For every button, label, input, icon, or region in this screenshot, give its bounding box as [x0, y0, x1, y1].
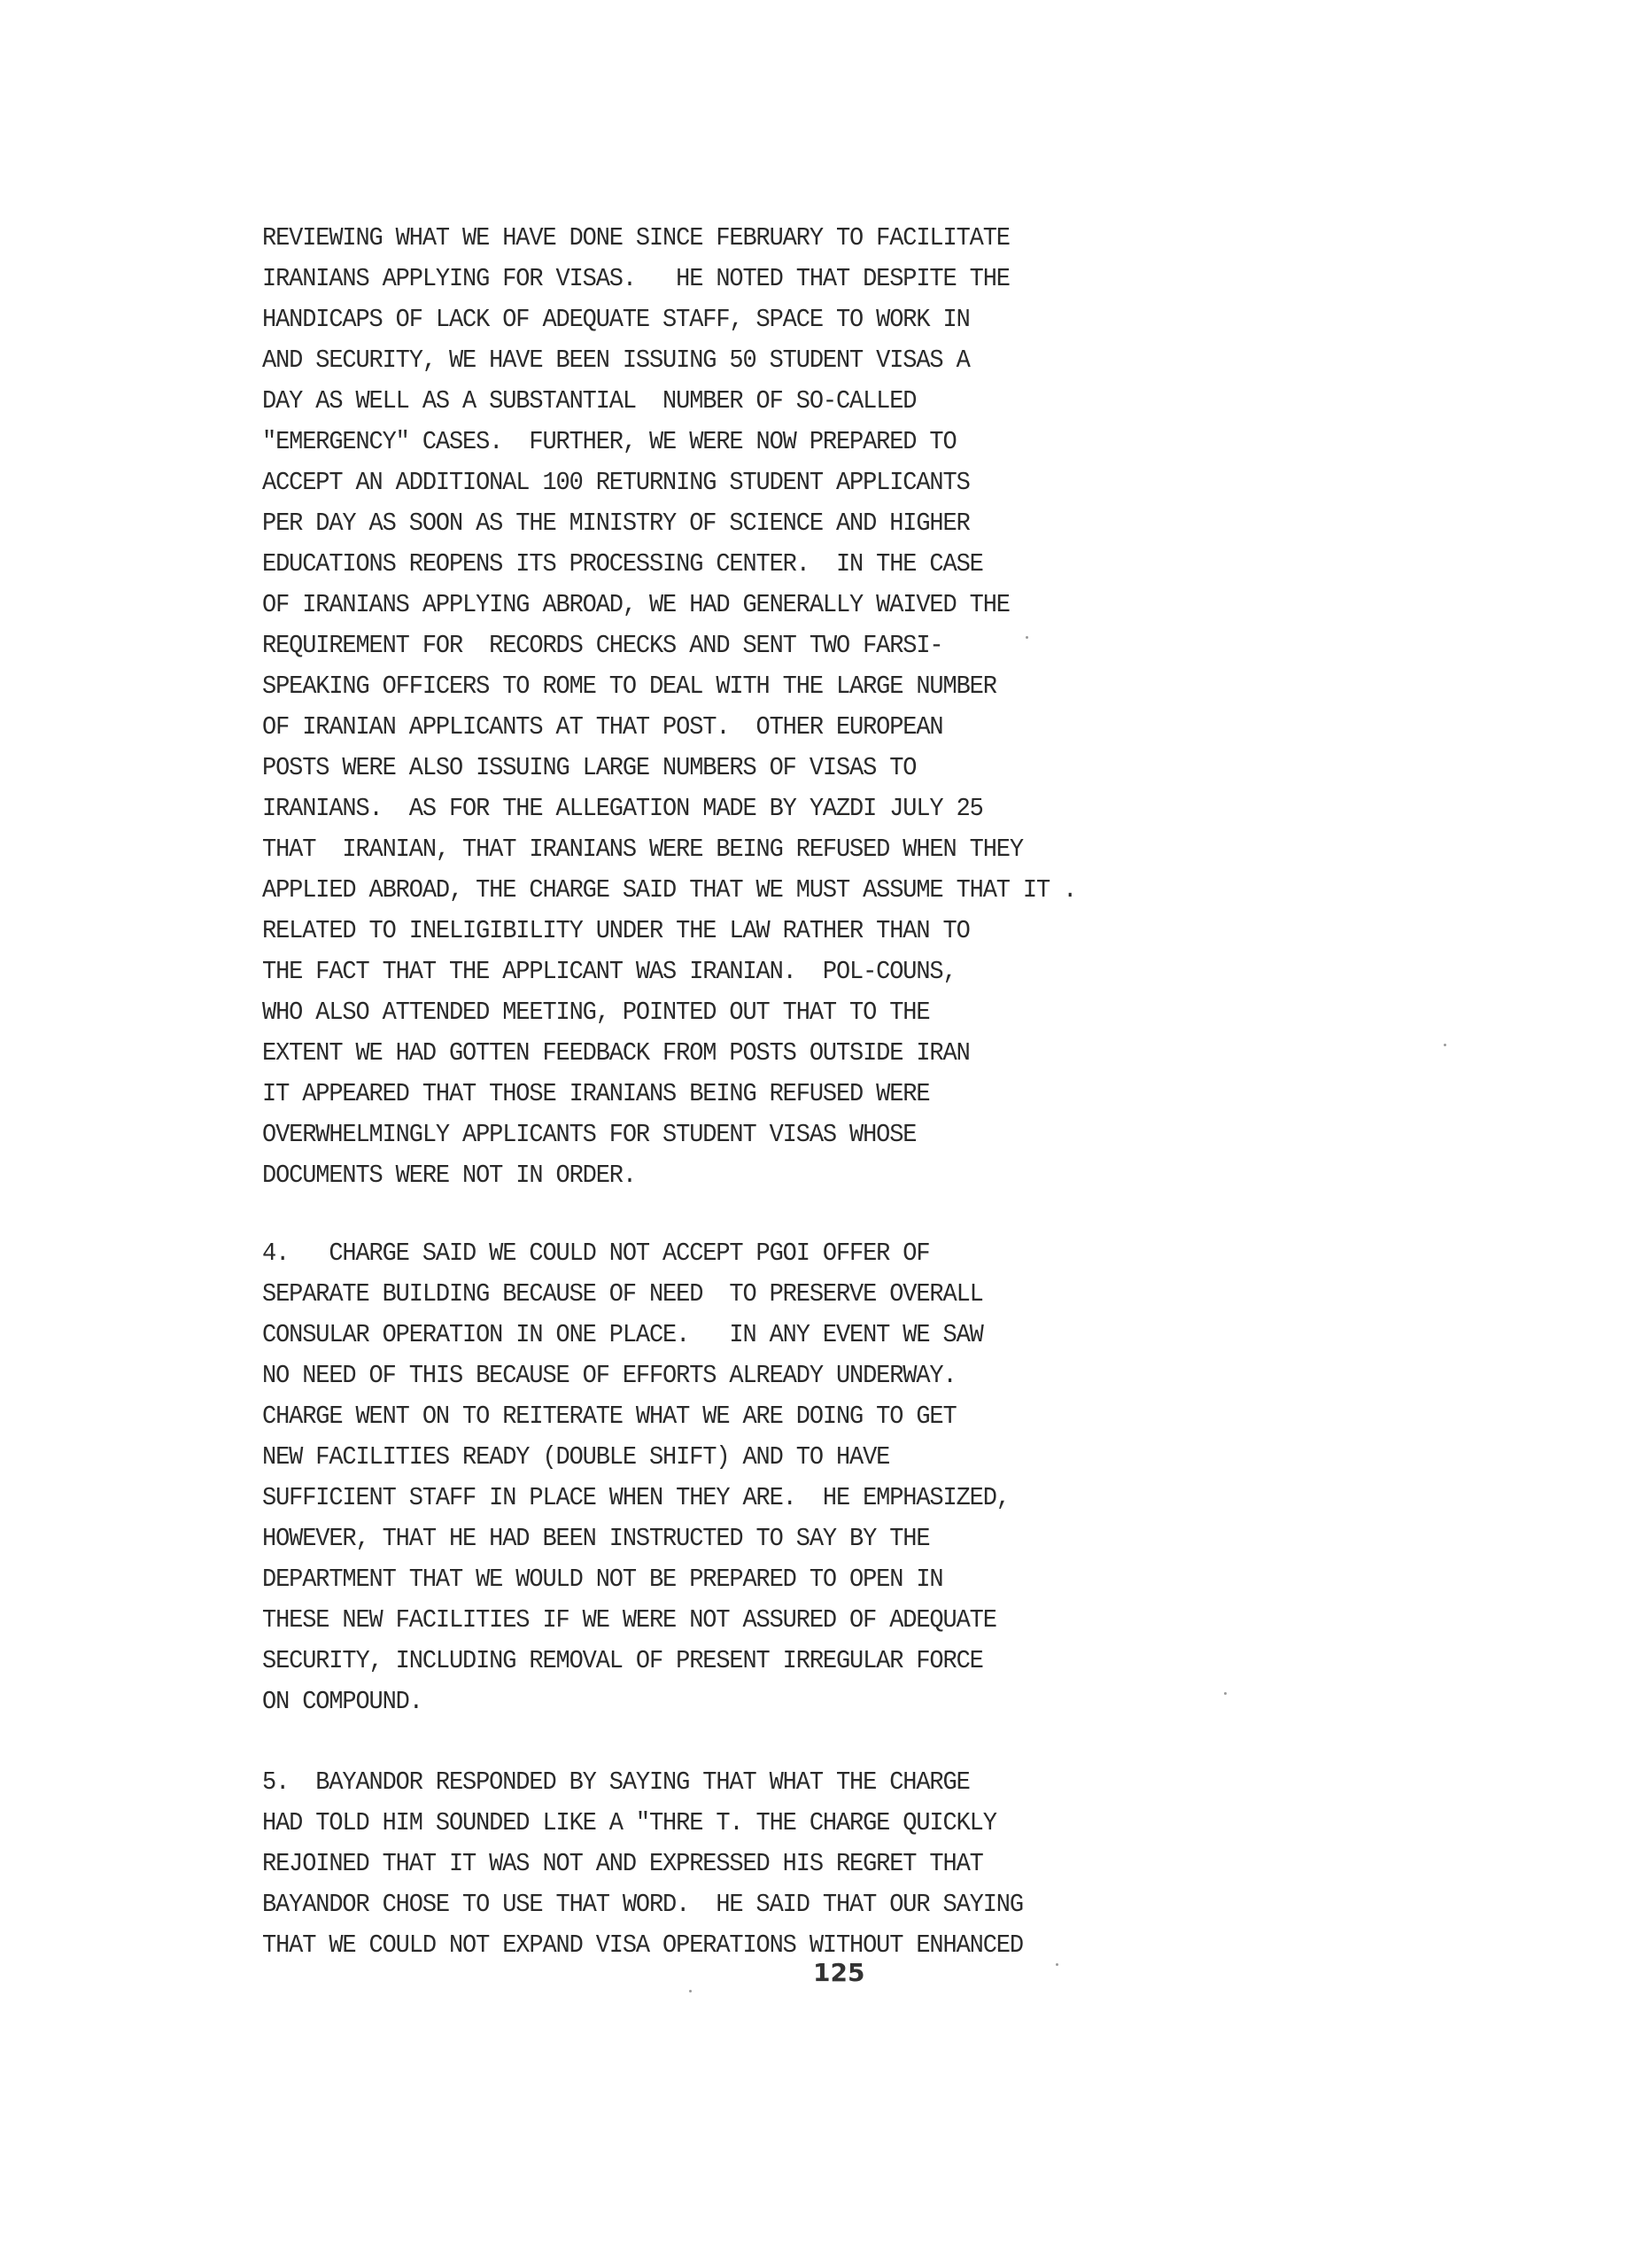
text-line: HANDICAPS OF LACK OF ADEQUATE STAFF, SPACE TO WORK IN: [262, 305, 970, 334]
paragraph-spacer: [262, 1196, 1343, 1233]
text-line: SEPARATE BUILDING BECAUSE OF NEED TO PRESERVE OVERALL: [262, 1279, 983, 1309]
text-line: THAT WE COULD NOT EXPAND VISA OPERATIONS WITHOUT ENHANCED: [262, 1930, 1023, 1960]
text-line: NEW FACILITIES READY (DOUBLE SHIFT) AND TO HAVE: [262, 1442, 890, 1472]
text-line: SUFFICIENT STAFF IN PLACE WHEN THEY ARE. HE EMPHASIZED,: [262, 1483, 1010, 1512]
text-line: REQUIREMENT FOR RECORDS CHECKS AND SENT TWO FARSI-: [262, 631, 943, 660]
paragraph-5-bayandor-response: [262, 1762, 1343, 1966]
text-line: RELATED TO INELIGIBILITY UNDER THE LAW RATHER THAN TO: [262, 916, 970, 945]
text-line: CHARGE WENT ON TO REITERATE WHAT WE ARE DOING TO GET: [262, 1402, 957, 1431]
scan-speck: [1056, 1963, 1058, 1966]
scan-speck: [1026, 636, 1028, 639]
text-line: CONSULAR OPERATION IN ONE PLACE. IN ANY EVENT WE SAW: [262, 1320, 983, 1349]
text-line: OVERWHELMINGLY APPLICANTS FOR STUDENT VISAS WHOSE: [262, 1120, 917, 1149]
page-number: 125: [813, 1958, 865, 1987]
text-line: ACCEPT AN ADDITIONAL 100 RETURNING STUDENT APPLICANTS: [262, 468, 970, 497]
text-line: BAYANDOR CHOSE TO USE THAT WORD. HE SAID THAT OUR SAYING: [262, 1890, 1023, 1919]
text-line: NO NEED OF THIS BECAUSE OF EFFORTS ALREADY UNDERWAY.: [262, 1361, 957, 1390]
text-line: EDUCATIONS REOPENS ITS PROCESSING CENTER. IN THE CASE: [262, 549, 983, 579]
text-line: IRANIANS. AS FOR THE ALLEGATION MADE BY YAZDI JULY 25: [262, 794, 983, 823]
text-line: IRANIANS APPLYING FOR VISAS. HE NOTED THAT DESPITE THE: [262, 264, 1010, 293]
text-line: REJOINED THAT IT WAS NOT AND EXPRESSED HIS REGRET THAT: [262, 1849, 983, 1878]
paragraph-reviewing-visas: [262, 218, 1343, 1196]
text-line: 4. CHARGE SAID WE COULD NOT ACCEPT PGOI OFFER OF: [262, 1239, 930, 1268]
text-line: DAY AS WELL AS A SUBSTANTIAL NUMBER OF SO-CALLED: [262, 386, 917, 416]
scan-speck: [1444, 1044, 1446, 1046]
text-line: APPLIED ABROAD, THE CHARGE SAID THAT WE MUST ASSUME THAT IT .: [262, 875, 1077, 905]
scan-speck: [689, 1990, 692, 1992]
text-line: SPEAKING OFFICERS TO ROME TO DEAL WITH THE LARGE NUMBER: [262, 672, 996, 701]
text-line: THESE NEW FACILITIES IF WE WERE NOT ASSURED OF ADEQUATE: [262, 1605, 996, 1635]
paragraph-4-separate-building: [262, 1233, 1343, 1722]
text-line: EXTENT WE HAD GOTTEN FEEDBACK FROM POSTS OUTSIDE IRAN: [262, 1038, 970, 1068]
text-line: ON COMPOUND.: [262, 1687, 422, 1716]
text-line: WHO ALSO ATTENDED MEETING, POINTED OUT THAT TO THE: [262, 998, 930, 1027]
text-line: REVIEWING WHAT WE HAVE DONE SINCE FEBRUARY TO FACILITATE: [262, 223, 1010, 252]
text-line: OF IRANIAN APPLICANTS AT THAT POST. OTHER EUROPEAN: [262, 712, 943, 742]
text-line: DOCUMENTS WERE NOT IN ORDER.: [262, 1161, 636, 1190]
text-line: DEPARTMENT THAT WE WOULD NOT BE PREPARED TO OPEN IN: [262, 1565, 943, 1594]
text-line: SECURITY, INCLUDING REMOVAL OF PRESENT IRREGULAR FORCE: [262, 1646, 983, 1675]
paragraph-spacer: [262, 1722, 1343, 1762]
text-line: HAD TOLD HIM SOUNDED LIKE A "THRE T. THE CHARGE QUICKLY: [262, 1808, 996, 1837]
text-line: IT APPEARED THAT THOSE IRANIANS BEING REFUSED WERE: [262, 1079, 930, 1108]
document-body: [262, 218, 1343, 1966]
text-line: PER DAY AS SOON AS THE MINISTRY OF SCIENCE AND HIGHER: [262, 509, 970, 538]
text-line: POSTS WERE ALSO ISSUING LARGE NUMBERS OF VISAS TO: [262, 753, 917, 782]
text-line: THAT IRANIAN, THAT IRANIANS WERE BEING REFUSED WHEN THEY: [262, 835, 1023, 864]
text-line: "EMERGENCY" CASES. FURTHER, WE WERE NOW PREPARED TO: [262, 427, 957, 456]
text-line: HOWEVER, THAT HE HAD BEEN INSTRUCTED TO SAY BY THE: [262, 1524, 930, 1553]
text-line: 5. BAYANDOR RESPONDED BY SAYING THAT WHAT THE CHARGE: [262, 1767, 970, 1797]
text-line: THE FACT THAT THE APPLICANT WAS IRANIAN. POL-COUNS,: [262, 957, 957, 986]
scan-speck: [1224, 1692, 1227, 1695]
text-line: OF IRANIANS APPLYING ABROAD, WE HAD GENERALLY WAIVED THE: [262, 590, 1010, 619]
text-line: AND SECURITY, WE HAVE BEEN ISSUING 50 STUDENT VISAS A: [262, 346, 970, 375]
